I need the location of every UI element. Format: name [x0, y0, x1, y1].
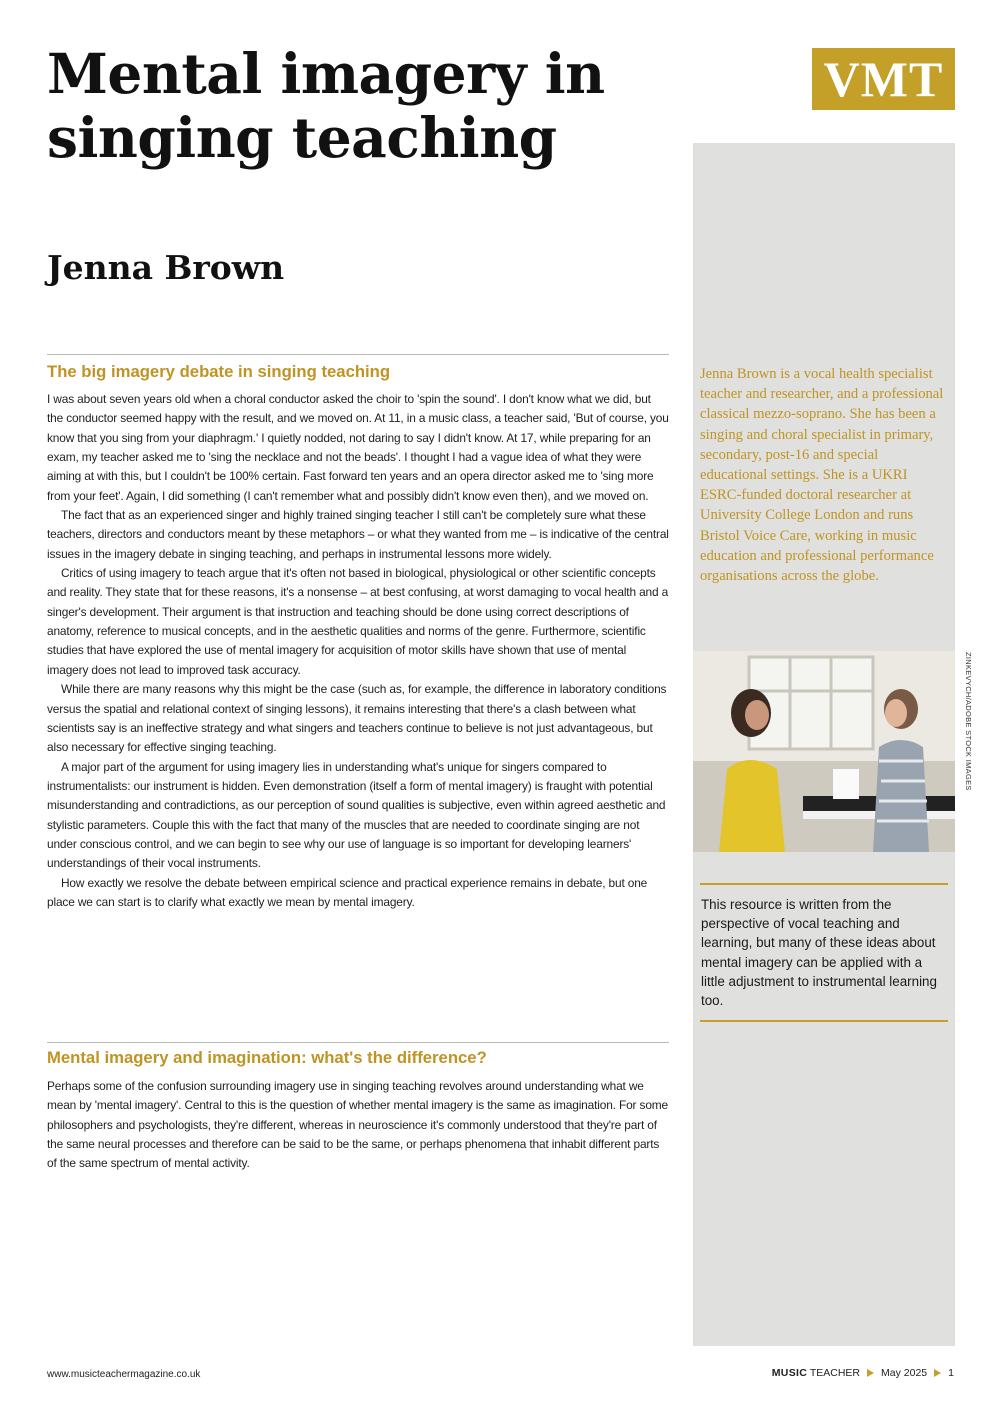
- paragraph: Critics of using imagery to teach argue that it's often not based in biological, physiological or other scientific concepts and reality. They state that for these reasons, it's a nonsense – at best confusing, at worst damaging to vocal health and a singer's development. Their argument is that instruction and teaching should be done using correct descriptions of anatomy, reference to musical concepts, and in the aesthetic qualities and norms of the genre. Furthermore, scientific studies that have explored the use of mental imagery for acquisition of motor skills have shown that use of mental imagery does not lead to improved task accuracy.: [47, 566, 669, 677]
- page-number: 1: [948, 1367, 954, 1379]
- singing-lesson-illustration: [693, 651, 955, 852]
- paragraph: The fact that as an experienced singer and highly trained singing teacher I still can't be completely sure what these teachers, directors and conductors meant by these metaphors – or what they wanted from me – is indicative of the central issues in the imagery debate in singing teaching, and perhaps in instrumental lessons more widely.: [47, 508, 669, 561]
- note-bottom-divider: [700, 1020, 948, 1022]
- triangle-icon: [934, 1369, 941, 1377]
- author-bio: Jenna Brown is a vocal health specialist teacher and researcher, and a professional classical mezzo-soprano. She has been a singing and choral specialist in primary, secondary, post-16 and special educational settings. She is a UKRI ESRC-funded doctoral researcher at University College London and runs Bristol Voice Care, working in music education and professional performance organisations across the globe.: [700, 366, 944, 585]
- issue-date: May 2025: [881, 1367, 928, 1379]
- note-top-divider: [700, 883, 948, 885]
- paragraph: A major part of the argument for using imagery lies in understanding what's unique for singers compared to instrumentalists: our instrument is hidden. Even demonstration (itself a form of mental imagery) is fraught with potential misunderstanding and contradictions, as our perception of sound qualities is subjective, even within agreed aesthetic and stylistic parameters. Couple this with the fact that many of the muscles that are needed to coordinate singing are not under conscious control, and we can begin to see why our use of language is so important for developing learners' understandings of their vocal instruments.: [47, 759, 666, 871]
- section-heading: Mental imagery and imagination: what's the difference?: [47, 1048, 487, 1067]
- footer-url: www.musicteachermagazine.co.uk: [47, 1369, 201, 1380]
- section-heading: The big imagery debate in singing teaching: [47, 362, 391, 381]
- section-body: [47, 1077, 669, 1174]
- section-divider: [47, 354, 669, 355]
- triangle-icon: [867, 1369, 874, 1377]
- footer-info: [772, 1367, 954, 1379]
- section-body: [47, 390, 669, 912]
- paragraph: While there are many reasons why this might be the case (such as, for example, the difference in laboratory conditions versus the spatial and relational context of singing lessons), it remains interesting that there's a clash between what scientists say is an ineffective strategy and what singers and teachers continue to believe is not just advantageous, but also necessary for effective singing teaching.: [47, 682, 667, 755]
- section-divider: [47, 1042, 669, 1043]
- author-name: Jenna Brown: [47, 248, 285, 287]
- magazine-name: MUSIC TEACHER: [771, 1367, 861, 1379]
- vmt-logo: VMT: [812, 48, 955, 110]
- paragraph: I was about seven years old when a choral conductor asked the choir to 'spin the sound'. I don't know what we did, but the conductor seemed happy with the result, and we moved on. At 11, in a music class, a teacher said, 'But of course, you know that you sing from your diaphragm.' I quietly nodded, not daring to say I didn't know. At 17, while preparing for an exam, my teacher asked me to 'sing the necklace and not the beads'. I thought I had a vague idea of what they were aiming at with this, but I couldn't be 100% certain. Fast forward ten years and an opera director asked me to 'sing more from your feet'. Again, I did something (I can't remember what and possibly didn't know even then), and we moved on.: [47, 392, 669, 503]
- paragraph: Perhaps some of the confusion surrounding imagery use in singing teaching revolves around understanding what we mean by 'mental imagery'. Central to this is the question of whether mental imagery is the same as imagination. For some philosophers and psychologists, they're different, whereas in neuroscience it's commonly understood that they're part of the same neural processes and therefore can be said to be the same, or perhaps phenomena that inhabit different parts of the same spectrum of mental activity.: [47, 1079, 669, 1171]
- photo-credit: ZINKEVYCH/ADOBE STOCK IMAGES: [964, 652, 973, 791]
- resource-note: This resource is written from the perspective of vocal teaching and learning, but many of these ideas about mental imagery can be applied with a little adjustment to instrumental learning too.: [701, 897, 937, 1009]
- lesson-photo: [693, 651, 955, 852]
- article-title: Mental imagery in singing teaching: [47, 41, 605, 170]
- paragraph: How exactly we resolve the debate between empirical science and practical experience remains in debate, but one place we can start is to clarify what exactly we mean by mental imagery.: [47, 875, 648, 909]
